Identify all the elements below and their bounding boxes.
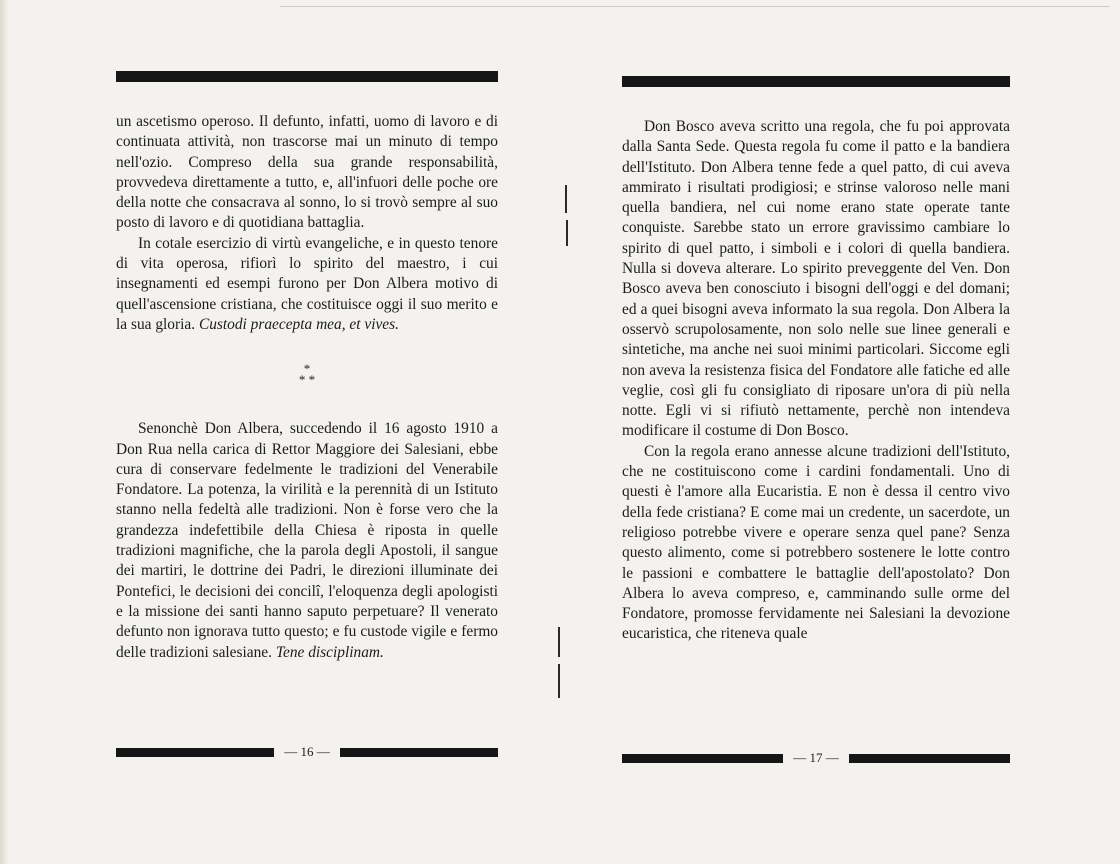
footer-rule-right	[849, 754, 1010, 763]
paragraph: un ascetismo operoso. Il defunto, infatti, uomo di lavoro e di continuata attività, non trascorse mai un minuto di tempo nell'ozio. Compreso della sua grande responsabilità, provvedeva direttamente a tutto, e, all'infuori delle poche ore della notte che consacrava al sonno, lo si trovò sempre al suo posto di lavoro e di quotidiana battaglia.	[116, 113, 498, 232]
latin-quote: Tene disciplinam.	[275, 643, 384, 661]
left-page-text	[116, 112, 498, 663]
gutter-mark	[565, 185, 567, 213]
left-page	[116, 0, 498, 864]
gutter-mark	[566, 220, 568, 246]
page-footer	[116, 744, 498, 760]
paragraph-text: Senonchè Don Albera, succedendo il 16 agosto 1910 a Don Rua nella carica di Rettor Maggiore dei Salesiani, ebbe cura di conservare fedelmente le tradizioni del Venerabile Fondatore. La potenza, la virilità e la perennità di un Istituto stanno nella fedeltà alle tradizioni. Non è forse vero che la grandezza indefettibile della Chiesa è riposta in quelle tradizioni magnifiche, che la parola degli Apostoli, il sangue dei martiri, le dottrine dei Padri, le direzioni illuminate dei Pontefici, le decisioni dei concilî, l'eloquenza degli apologisti e la missione dei santi hanno saputo perpetuare? Il venerato defunto non ignorava tutto questo; e fu custode vigile e fermo delle tradizioni salesiane.	[116, 420, 498, 661]
page-number: — 16 —	[284, 744, 330, 759]
right-page-text	[622, 117, 1010, 645]
section-break-asterism	[116, 361, 498, 388]
asterism-bottom: * *	[298, 372, 316, 388]
gutter-mark	[558, 627, 560, 657]
scan-edge-shadow	[0, 0, 8, 864]
paragraph: Don Bosco aveva scritto una regola, che fu poi approvata dalla Santa Sede. Questa regola fu come il patto e la bandiera dell'Istituto. Don Albera tenne fede a quel patto, di cui aveva ammirato i risultati prodigiosi; e strinse valoroso nelle mani quella bandiera, nel cui nome erano state operate tante conquiste. Sarebbe stato un errore gravissimo cambiare lo spirito di quel patto, i simboli e i colori di quella bandiera. Nulla si doveva alterare. Lo spirito preveggente del Ven. Don Bosco aveva ben conosciuto i bisogni dell'oggi e del domani; ed a quei bisogni aveva informato la sua regola. Don Albera la osservò scrupolosamente, non solo nelle sue linee generali e sintetiche, ma anche nei suoi minimi particolari. Siccome egli non aveva la resistenza fisica del Fondatore alle fatiche ed alle veglie, così gli fu consigliato di riposare un'ora di più nella notte. Egli vi si rifiutò nettamente, perchè non intendeva modificare il costume di Don Bosco.	[622, 118, 1010, 440]
paragraph	[116, 419, 498, 663]
paragraph-text: In cotale esercizio di virtù evangeliche, e in questo tenore di vita operosa, rifiorì lo spirito del maestro, i cui insegnamenti ed esempi furono per Don Albera motivo di quell'ascensione cristiana, che costituisce oggi il suo merito e la sua gloria.	[116, 234, 498, 333]
asterism-top: *	[303, 361, 311, 377]
footer-rule-right	[340, 748, 498, 757]
footer-rule-left	[622, 754, 783, 763]
page-number: — 17 —	[793, 750, 839, 765]
page-footer	[622, 750, 1010, 766]
gutter-mark	[558, 664, 560, 698]
header-rule	[622, 76, 1010, 87]
header-rule	[116, 71, 498, 82]
paragraph	[116, 234, 498, 335]
footer-rule-left	[116, 748, 274, 757]
latin-quote: Custodi praecepta mea, et vives.	[198, 315, 399, 333]
paragraph: Con la regola erano annesse alcune tradizioni dell'Istituto, che ne costituiscono come i cardini fondamentali. Uno di questi è l'amore alla Eucaristia. E non è dessa il centro vivo della fede cristiana? E come mai un credente, un sacerdote, un religioso potrebbe vivere e operare senza quel pane? Senza questo alimento, come si potrebbero sostenere le lotte contro le passioni e combattere le battaglie dell'apostolato? Don Albera lo aveva compreso, e, camminando sulle orme del Fondatore, promosse fervidamente nei Salesiani la devozione eucaristica, che riteneva quale	[622, 442, 1010, 643]
right-page	[622, 0, 1010, 864]
